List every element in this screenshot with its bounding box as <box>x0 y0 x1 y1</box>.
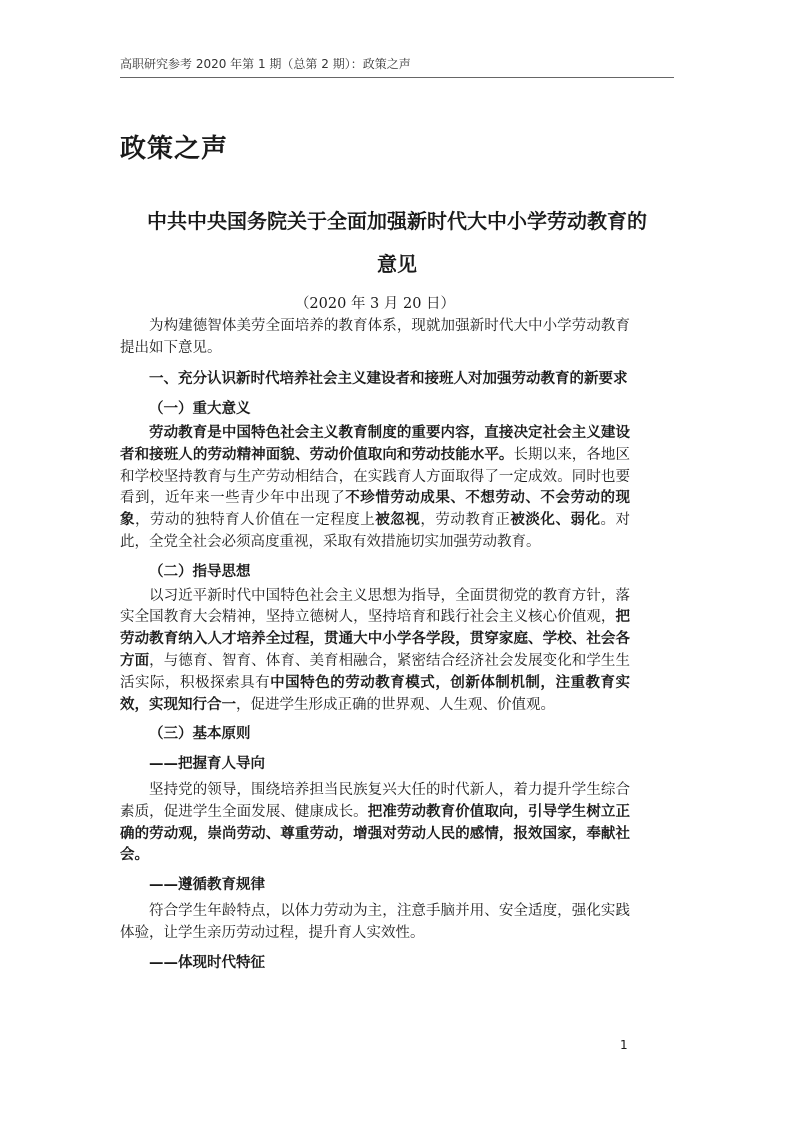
subsection-1-paragraph <box>120 423 630 554</box>
body-text: 。对此，全党全社会必须高度重视，采取有效措施切实加强劳动教育。 <box>120 512 631 550</box>
subsection-3-title: （三）基本原则 <box>149 726 251 743</box>
emphasis-text: 被忽视 <box>375 512 421 529</box>
principle-3-title: ——体现时代特征 <box>149 954 265 971</box>
principle-1-paragraph <box>120 780 630 867</box>
document-title <box>120 200 674 286</box>
principle-2-paragraph: 符合学生年龄特点，以体力劳动为主，注意手脑并用、安全适度，强化实践体验，让学生亲历劳动过程，提升育人实效性。 <box>120 902 630 941</box>
body-text: ，与德育、智育、体育、美育相融合，紧密结合经济社会发展变化和学生生活实际，积极探索具有 <box>120 652 631 691</box>
subsection-2-title: （二）指导思想 <box>149 563 251 580</box>
body-text: ，劳动教育正 <box>420 512 511 529</box>
emphasis-text: 劳动教育是中国特色社会主义教育制度的重要内容，直接决定社会主义建设者和接班人的劳动精神面貌、劳动价值取向和劳动技能水平。 <box>120 424 630 463</box>
emphasis-text: 不珍惜劳动成果、不想劳动、不会劳动的现象 <box>120 490 631 529</box>
body-text: 以习近平新时代中国特色社会主义思想为指导，全面贯彻党的教育方针，落实全国教育大会精神，坚持立德树人，坚持培育和践行社会主义核心价值观， <box>120 587 630 626</box>
principle-1-title: ——把握育人导向 <box>149 756 265 773</box>
body-text: ，劳动的独特育人价值在一定程度上 <box>135 512 376 529</box>
document-title-line-1: 中共中央国务院关于全面加强新时代大中小学劳动教育的 <box>147 209 647 233</box>
body-text: ，促进学生形成正确的世界观、人生观、价值观。 <box>236 696 555 713</box>
subsection-1-title: （一）重大意义 <box>149 401 251 418</box>
emphasis-text: 被淡化、弱化 <box>510 512 601 529</box>
document-date: （2020 年 3 月 20 日） <box>294 296 456 312</box>
body-text: 长期以来，各地区和学校坚持教育与生产劳动相结合，在实践育人方面取得了一定成效。同时也要看到，近年来一些青少年中出现了 <box>120 446 630 507</box>
section-title: 政策之声 <box>120 134 229 164</box>
emphasis-text: 中国特色的劳动教育模式，创新体制机制，注重教育实效，实现知行合一 <box>120 674 631 713</box>
running-header: 高职研究参考 2020 年第 1 期（总第 2 期）：政策之声 <box>120 55 674 78</box>
part-1-heading: 一、充分认识新时代培养社会主义建设者和接班人对加强劳动教育的新要求 <box>149 371 628 388</box>
emphasis-text: 把劳动教育纳入人才培养全过程，贯通大中小学各学段，贯穿家庭、学校、社会各方面 <box>120 609 630 669</box>
body-text: 坚持党的领导，围绕培养担当民族复兴大任的时代新人，着力提升学生综合素质，促进学生全面发展、健康成长。 <box>120 781 630 820</box>
principle-2-title: ——遵循教育规律 <box>149 877 265 894</box>
emphasis-text: 把准劳动教育价值取向，引导学生树立正确的劳动观，崇尚劳动、尊重劳动，增强对劳动人民的感情，报效国家，奉献社会。 <box>120 803 630 864</box>
intro-paragraph: 为构建德智体美劳全面培养的教育体系，现就加强新时代大中小学劳动教育提出如下意见。 <box>120 317 630 356</box>
document-body <box>120 294 630 978</box>
subsection-2-paragraph <box>120 586 630 717</box>
document-title-line-2: 意见 <box>377 252 417 276</box>
page-number: 1 <box>620 1038 628 1052</box>
